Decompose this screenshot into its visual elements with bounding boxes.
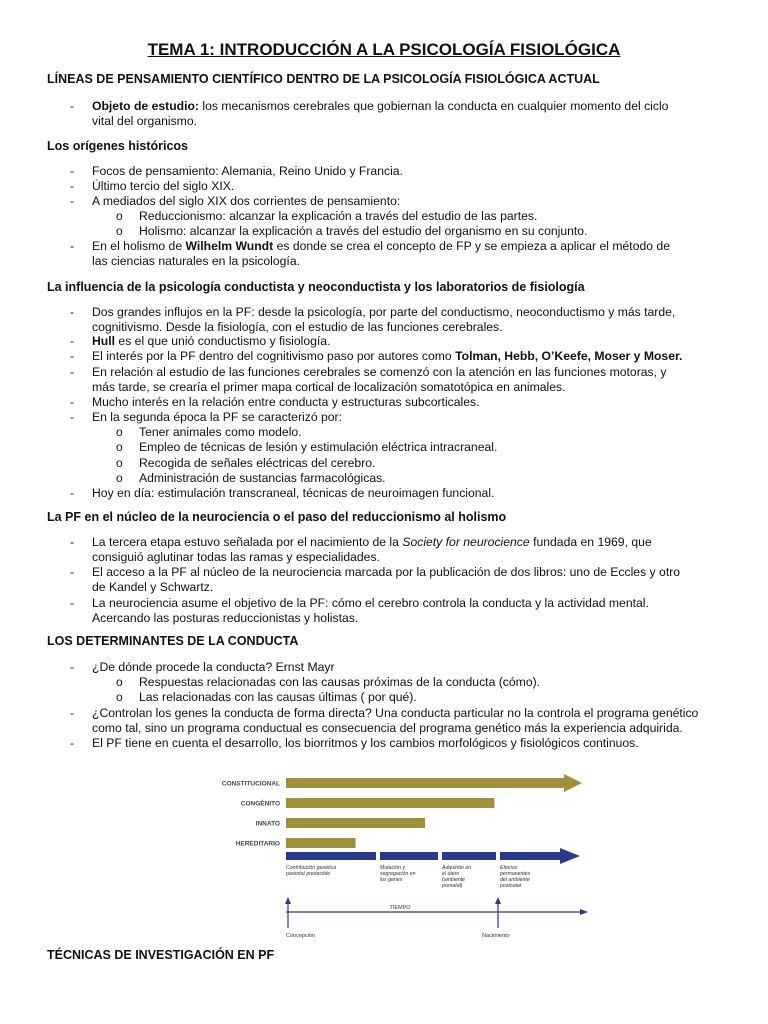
determinants-figure [210, 762, 610, 944]
hull-name: Hull [92, 334, 116, 348]
list-item-relacion [92, 365, 732, 395]
bullet-dash: - [70, 99, 75, 113]
list-item: ¿De dónde procede la conducta? Ernst Mayr [92, 660, 335, 674]
tercera-pre: La tercera etapa estuvo señalada por el nacimiento de la [92, 535, 403, 549]
controlan-line2: como tal, sino un programa conductual es consecuencia del programa genético más la experiencia adquirida. [92, 721, 683, 735]
bar [286, 798, 495, 808]
bar-label: HEREDITARIO [235, 840, 280, 848]
hull-text: es el que unió conductismo y fisiología. [115, 334, 331, 348]
timeline-segment-label-line: Adquirido en [442, 865, 472, 871]
timeline-segment-label-line: Mutación y [380, 865, 406, 871]
timeline-segment-label [285, 865, 336, 877]
objeto-text-line2: vital del organismo. [92, 114, 197, 128]
list-item: En la segunda época la PF se caracterizó por: [92, 410, 342, 424]
sub-list-item: Empleo de técnicas de lesión y estimulación eléctrica intracraneal. [139, 440, 498, 454]
wundt-line2: las ciencias naturales en la psicología. [92, 254, 300, 268]
timeline-segment-label [499, 865, 531, 889]
time-axis-start-label: Concepción [286, 933, 316, 939]
timeline-segment [380, 852, 438, 860]
timeline-segment-label-line: postnatal [500, 883, 522, 889]
timeline-segment-label-line: permanentes [500, 871, 531, 877]
bar [286, 818, 425, 828]
list-item: A mediados del siglo XIX dos corrientes de pensamiento: [92, 194, 401, 208]
list-item-interes [92, 349, 732, 364]
timeline-segment-label-line: (ambiente [442, 877, 466, 883]
section-heading-neurociencia: La PF en el núcleo de la neurociencia o el paso del reduccionismo al holismo [47, 510, 507, 524]
document-page: TEMA 1: INTRODUCCIÓN A LA PSICOLOGÍA FISIOLÓGICA LÍNEAS DE PENSAMIENTO CIENTÍFICO DENTRO DE LA PSICOLOGÍA FISIOLÓGICA ACTUAL - Objeto de estudio: los mecanismos cerebrales que gobiernan la conducta en cualquier momento del ciclo vital del organismo. Los orígenes históricos - Focos de pensamiento: Alemania, Reino Unido y Francia. - Último tercio del siglo XIX. - A mediados del siglo XIX dos corrientes de pensamiento: o Reduccionismo: alcanzar la explicación a través del estudio de las partes. o Holismo: alcanzar la explicación a través del estudio del organismo en su conjunto. - En el holismo de Wilhelm Wundt es donde se crea el concepto de FP y se empieza a aplicar el método de las ciencias naturales en la psicología. La influencia de la psicología conductista y neoconductista y los laboratorios de fisiología - Dos grandes influjos en la PF: desde la psicología, por parte del conductismo, neoconductismo y más tarde, cognitivismo. Desde la fisiología, con el estudio de las funciones cerebrales. - Hull es el que unió conductismo y fisiología. - El interés por la PF dentro del cognitivismo paso por autores como Tolman, Hebb, O’Keefe, Moser y Moser. - En relación al estudio de las funciones cerebrales se comenzó con la atención en las funciones motoras, y más tarde, se crearía el primer mapa cortical de localización somatotópica en animales. - Mucho interés en la relación entre conducta y estructuras subcorticales. - En la segunda época la PF se caracterizó por: o Tener animales como modelo. o Empleo de técnicas de lesión y estimulación eléctrica intracraneal. o Recogida de señales eléctricas del cerebro. o Administración de sustancias farmacológicas. - Hoy en día: estimulación transcraneal, técnicas de neuroimagen funcional. La PF en el núcleo de la neurociencia o el paso del reduccionismo al holismo - La tercera etapa estuvo señalada por el nacimiento de la Society for neurocience fundada en 1969, que consiguió aglutinar todas las ramas y especialidades. - El acceso a la PF al núcleo de la neurociencia marcada por la publicación de dos libros: uno de Eccles y otro de Kandel y Schwartz. - La neurociencia asume el objetivo de la PF: cómo el cerebro controla la conducta y la actividad mental. Acercando las posturas reduccionistas y holistas. LOS DETERMINANTES DE LA CONDUCTA - ¿De dónde procede la conducta? Ernst Mayr o Respuestas relacionadas con las causas próximas de la conducta (cómo). o Las relacionadas con las causas últimas ( por qué). - ¿Controlan los genes la conducta de forma directa? Una conducta particular no la controla el programa genético como tal, sino un programa conductual es consecuencia del programa genético más la experiencia adquirida. - El PF tiene en cuenta el desarrollo, los biorritmos y los cambios morfológicos y fisiológicos continuos. CONSTITUCIONAL CONGÉNITO INNATO HEREDITARIO Contribución genética parental predecible Mutación y segregación en los genes Adquirido en el útero (ambiente prenatal) Efectos permanentes del ambiente postnatal TIEMPO Concepción Nacimiento TÉCNICAS DE INVESTIGACIÓN EN PF [0, 0, 768, 1024]
sub-list-item: Tener animales como modelo. [139, 425, 302, 439]
timeline-segment-label-line: segregación en [380, 871, 416, 877]
list-item-wundt [92, 239, 732, 269]
tercera-line2: consiguió aglutinar todas las ramas y especialidades. [92, 550, 380, 564]
sub-list-item: Respuestas relacionadas con las causas próximas de la conducta (cómo). [139, 675, 541, 689]
controlan-line1: ¿Controlan los genes la conducta de forma directa? Una conducta particular no la controla el programa genético [92, 706, 699, 720]
bar-label: INNATO [255, 820, 280, 828]
relacion-line2: más tarde, se crearía el primer mapa cortical de localización somatotópica en animales. [92, 380, 566, 394]
timeline-segment-label-line: del ambiente [500, 877, 530, 883]
time-axis-end-arrow-head [495, 897, 501, 904]
sub-list-item: Holismo: alcanzar la explicación a través del estudio del organismo en su conjunto. [139, 224, 588, 238]
relacion-line1: En relación al estudio de las funciones cerebrales se comenzó con la atención en las funciones motoras, y [92, 365, 667, 379]
bar-label: CONGÉNITO [240, 800, 280, 808]
page-title: TEMA 1: INTRODUCCIÓN A LA PSICOLOGÍA FISIOLÓGICA [147, 40, 621, 59]
sub-list-item: Administración de sustancias farmacológicas. [139, 471, 386, 485]
timeline-segment [442, 852, 496, 860]
list-item-tercera [92, 535, 732, 565]
asume-line1: La neurociencia asume el objetivo de la PF: cómo el cerebro controla la conducta y la actividad mental. [92, 596, 649, 610]
list-item-acceso [92, 565, 732, 595]
bar [286, 774, 582, 792]
time-axis-arrowhead [580, 909, 588, 915]
list-item-controlan [92, 706, 732, 736]
sub-list-item: Recogida de señales eléctricas del cerebro. [139, 456, 376, 470]
list-item-objeto [92, 99, 732, 129]
timeline-segment [500, 848, 580, 864]
bar [286, 838, 356, 848]
influjos-line1: Dos grandes influjos en la PF: desde la psicología, por parte del conductismo, neoconductismo y más tarde, [92, 305, 676, 319]
sub-list-item: Reduccionismo: alcanzar la explicación a través del estudio de las partes. [139, 209, 538, 223]
list-item-hull [92, 334, 732, 349]
tercera-post: fundada en 1969, que [529, 535, 652, 549]
asume-line2: Acercando las posturas reduccionistas y holistas. [92, 611, 359, 625]
timeline-segment-label-line: el útero [442, 871, 460, 877]
wundt-pre: En el holismo de [92, 239, 186, 253]
time-axis-start-arrow-head [285, 897, 291, 904]
time-axis-label: TIEMPO [389, 905, 411, 911]
list-item: Último tercio del siglo XIX. [92, 179, 235, 193]
sub-list-item: Las relacionadas con las causas últimas ( por qué). [139, 690, 417, 704]
timeline-segment [286, 852, 376, 860]
list-item: Mucho interés en la relación entre conducta y estructuras subcorticales. [92, 395, 480, 409]
list-item: Hoy en día: estimulación transcraneal, técnicas de neuroimagen funcional. [92, 486, 495, 500]
acceso-line1: El acceso a la PF al núcleo de la neurociencia marcada por la publicación de dos libros: uno de Eccles y otro [92, 565, 681, 579]
bar-label: CONSTITUCIONAL [221, 780, 280, 788]
list-item-asume [92, 596, 732, 626]
timeline-segment-label [441, 865, 471, 889]
wundt-post: es donde se crea el concepto de FP y se empieza a aplicar el método de [273, 239, 670, 253]
objeto-text: los mecanismos cerebrales que gobiernan la conducta en cualquier momento del ciclo [198, 99, 669, 113]
list-item: Focos de pensamiento: Alemania, Reino Unido y Francia. [92, 164, 403, 178]
acceso-line2: de Kandel y Schwartz. [92, 580, 214, 594]
objeto-label: Objeto de estudio: [92, 99, 199, 113]
section-heading-determinantes: LOS DETERMINANTES DE LA CONDUCTA [47, 634, 299, 648]
society-name: Society for neurocience [402, 535, 530, 549]
timeline-segment-label [380, 865, 416, 883]
timeline-segment-label-line: prenatal) [442, 883, 463, 889]
timeline-segment-label-line: Efectos [500, 865, 518, 871]
section-heading-origenes: Los orígenes históricos [47, 139, 189, 153]
wundt-name: Wilhelm Wundt [185, 239, 274, 253]
timeline-segment-label-line: Contribución genética [286, 865, 337, 871]
influjos-line2: cognitivismo. Desde la fisiología, con el estudio de las funciones cerebrales. [92, 320, 503, 334]
list-item-influjos [92, 305, 732, 335]
section-heading-influencia: La influencia de la psicología conductista y neoconductista y los laboratorios de fisiología [47, 280, 585, 294]
timeline-segment-label-line: los genes [380, 877, 403, 883]
interes-authors: Tolman, Hebb, O’Keefe, Moser y Moser. [455, 349, 683, 363]
time-axis-end-label: Nacimiento [482, 933, 510, 939]
interes-text: El interés por la PF dentro del cognitivismo paso por autores como [92, 349, 456, 363]
list-item: El PF tiene en cuenta el desarrollo, los biorritmos y los cambios morfológicos y fisiológicos continuos. [92, 736, 639, 750]
section-heading-tecnicas: TÉCNICAS DE INVESTIGACIÓN EN PF [47, 948, 275, 962]
section-heading-lineas: LÍNEAS DE PENSAMIENTO CIENTÍFICO DENTRO DE LA PSICOLOGÍA FISIOLÓGICA ACTUAL [47, 72, 600, 86]
timeline-segment-label-line: parental predecible [286, 871, 331, 877]
